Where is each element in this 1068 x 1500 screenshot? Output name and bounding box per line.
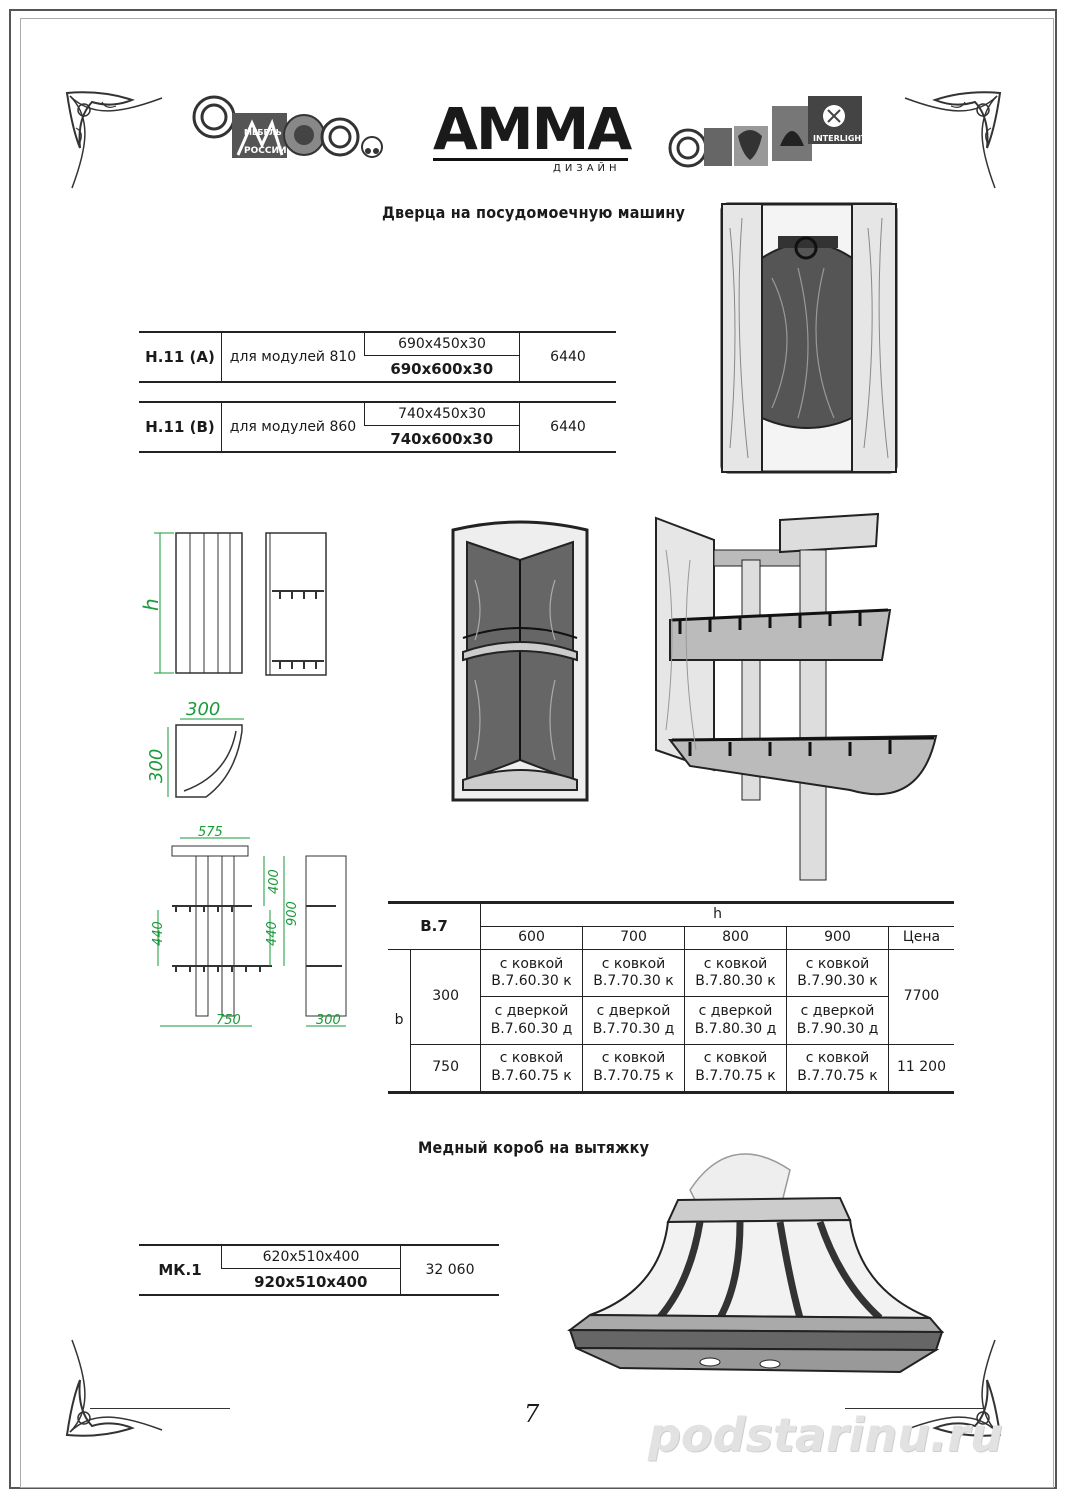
b7-cell-type: с ковкой [499, 1050, 564, 1067]
spec-row-h11a [139, 331, 616, 383]
spec-size: 740x450x30 [365, 403, 520, 426]
logo-text-rossii: РОССИИ [244, 146, 287, 156]
dim-440-right: 440 [265, 921, 280, 946]
spec-size: 690x600x30 [365, 356, 520, 381]
spec-price: 32 060 [401, 1246, 500, 1294]
spec-size: 920x510x400 [222, 1269, 401, 1294]
dim-440-left: 440 [151, 921, 166, 946]
b7-cell-code: B.7.70.75 к [797, 1067, 878, 1084]
b7-cell-code: B.7.70.75 к [593, 1067, 674, 1084]
b7-h-label: h [481, 904, 955, 927]
dim-depth-300: 300 [146, 748, 167, 783]
dim-575: 575 [198, 825, 223, 840]
footer-rule-left [90, 1408, 230, 1409]
corner-cabinet-technical-drawing [140, 525, 350, 805]
b7-cell [685, 997, 787, 1044]
table-b7 [388, 901, 954, 1094]
b7-cell-type: с ковкой [805, 955, 870, 972]
b7-cell [787, 1044, 889, 1091]
b7-cell-type: с дверкой [800, 1003, 875, 1020]
page-number: 7 [524, 1400, 540, 1428]
corner-ornament-bl [62, 1330, 172, 1440]
spec-desc: для модулей 860 [222, 403, 365, 451]
b7-code: B.7 [388, 904, 481, 950]
spec-code: МК.1 [158, 1261, 202, 1279]
b7-cell [481, 950, 583, 997]
exhibition-logos-left [192, 95, 397, 175]
brand-tagline: ДИЗАЙН [553, 163, 621, 174]
b7-cell-code: B.7.60.30 к [491, 973, 572, 990]
b7-cell-code: B.7.80.30 д [694, 1020, 777, 1037]
b7-price-300: 7700 [889, 950, 955, 1045]
spec-row-h11b [139, 401, 616, 453]
b7-cell-type: с ковкой [805, 1050, 870, 1067]
corner-shelf-cabinet-illustration [445, 520, 595, 810]
b7-b-750: 750 [411, 1044, 481, 1091]
b7-cell-type: с дверкой [494, 1003, 569, 1020]
b7-cell [787, 950, 889, 997]
dim-h: h [139, 598, 163, 611]
brand-logo-underline [433, 158, 628, 161]
b7-cell-type: с ковкой [601, 1050, 666, 1067]
section2-title: Медный короб на вытяжку [418, 1138, 650, 1157]
b7-cell-type: с ковкой [499, 955, 564, 972]
b7-b-label: b [388, 950, 411, 1092]
b7-cell [685, 950, 787, 997]
b7-b-300: 300 [411, 950, 481, 1045]
b7-cell-code: B.7.90.30 д [796, 1020, 879, 1037]
b7-height: 700 [583, 926, 685, 950]
spec-desc: для модулей 810 [222, 333, 365, 381]
b7-cell-code: B.7.90.30 к [797, 973, 878, 990]
dim-900: 900 [285, 901, 300, 926]
spec-price: 6440 [520, 333, 617, 381]
b7-cell-code: B.7.60.30 д [490, 1020, 573, 1037]
b7-cell [481, 997, 583, 1044]
b7-height: 600 [481, 926, 583, 950]
b7-cell-code: B.7.60.75 к [491, 1067, 572, 1084]
b7-cell-type: с ковкой [703, 1050, 768, 1067]
b7-cell-code: B.7.70.30 д [592, 1020, 675, 1037]
b7-cell [787, 997, 889, 1044]
b7-cell-code: B.7.70.75 к [695, 1067, 776, 1084]
corner-ornament-tl [62, 88, 172, 198]
dim-400: 400 [267, 869, 282, 894]
dishwasher-door-illustration [718, 198, 900, 478]
b7-cell [481, 1044, 583, 1091]
copper-hood-illustration [560, 1140, 955, 1385]
spec-code: H.11 (A) [145, 348, 215, 366]
b7-price-750: 11 200 [889, 1044, 955, 1091]
b7-cell [583, 950, 685, 997]
spec-code: H.11 (B) [145, 418, 215, 436]
spec-row-mk1 [139, 1244, 499, 1296]
section1-title: Дверца на посудомоечную машину [382, 203, 686, 222]
b7-cell-type: с ковкой [703, 955, 768, 972]
b7-cell [583, 1044, 685, 1091]
logo-text-interlight: INTERLIGHT [813, 134, 867, 143]
spec-size: 740x600x30 [365, 426, 520, 451]
dim-750: 750 [216, 1013, 241, 1028]
logo-text-mebel: МЕБЕЛЬ [244, 128, 282, 137]
b7-cell-type: с дверкой [698, 1003, 773, 1020]
spec-size: 690x450x30 [365, 333, 520, 356]
brand-logo: АММА [433, 95, 631, 163]
b7-cell-code: B.7.80.30 к [695, 973, 776, 990]
wall-shelf-technical-drawing [140, 826, 355, 1031]
b7-cell-type: с дверкой [596, 1003, 671, 1020]
b7-height: 800 [685, 926, 787, 950]
b7-cell [685, 1044, 787, 1091]
spec-price: 6440 [520, 403, 617, 451]
corner-ornament-tr [895, 88, 1005, 198]
dim-300: 300 [316, 1013, 341, 1028]
wall-shelf-illustration [650, 510, 940, 890]
dim-width-300: 300 [186, 699, 221, 720]
watermark: podstarinu.ru [648, 1408, 1003, 1462]
b7-cell-type: с ковкой [601, 955, 666, 972]
b7-cell-code: B.7.70.30 к [593, 973, 674, 990]
b7-cell [583, 997, 685, 1044]
spec-size: 620x510x400 [222, 1246, 401, 1269]
b7-height: 900 [787, 926, 889, 950]
b7-price-label: Цена [889, 926, 955, 950]
